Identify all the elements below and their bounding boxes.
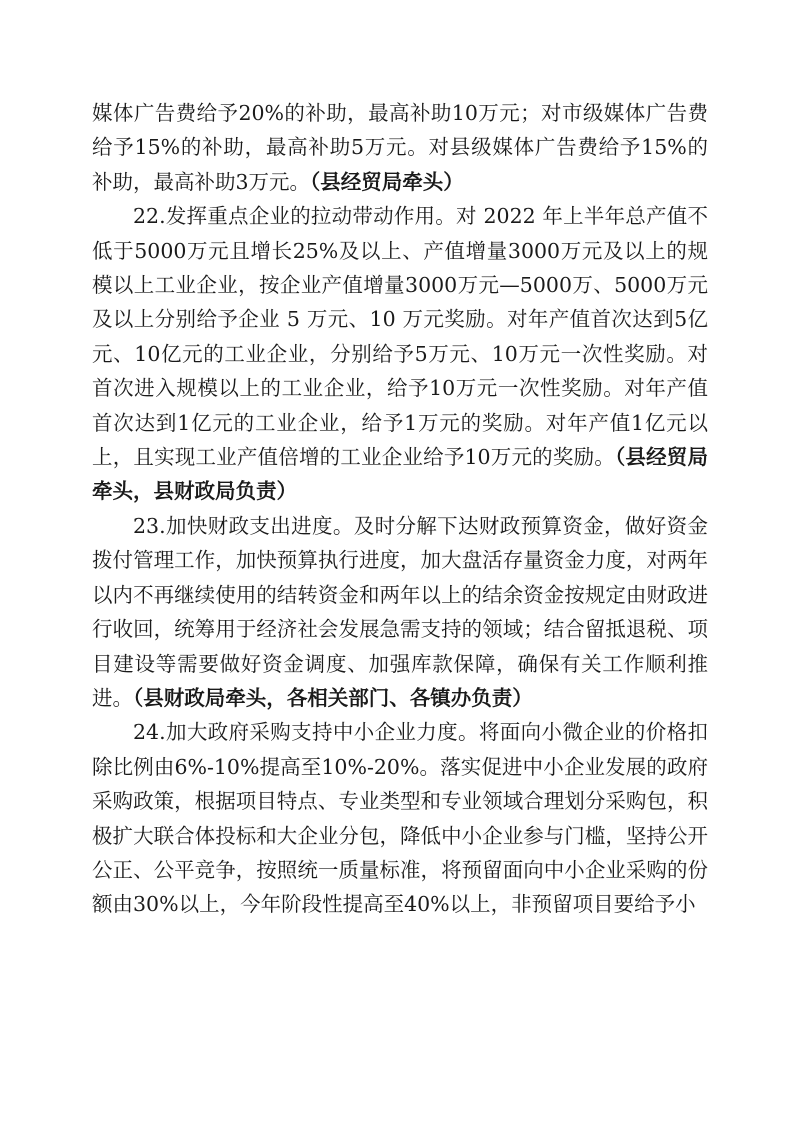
document-page <box>92 96 708 922</box>
paragraph-body: 将面向小微企业的价格扣除比例由6%-10%提高至10%-20%。落实促进中小企业发展的政府采购政策，根据项目特点、专业类型和专业领域合理划分采购包，积极扩大联合体投标和大企业分包，降低中小企业参与门槛，坚持公开公正、公平竞争，按照统一质量标准，将预留面向中小企业采购的份额由30%以上，今年阶段性提高至40%以上，非预留项目要给予小 <box>92 720 709 917</box>
paragraph-item-22 <box>92 199 708 509</box>
paragraph-media-subsidy <box>92 96 708 199</box>
responsible-department: （县财政局牵头，各相关部门、各镇办负责） <box>133 685 533 710</box>
paragraph-lead: 22.发挥重点企业的拉动带动作用。 <box>133 204 457 229</box>
paragraph-lead: 24.加大政府采购支持中小企业力度。 <box>133 720 479 745</box>
responsible-department: （县经贸局牵头，县财政局负责） <box>92 445 708 504</box>
paragraph-item-24 <box>92 715 708 921</box>
paragraph-body: 对 2022 年上半年总产值不低于5000万元且增长25%及以上、产值增量3000万元及以上的规模以上工业企业，按企业产值增量3000万元—5000万、5000万元及以上分别给予企业 5 万元、10 万元奖励。对年产值首次达到5亿元、10亿元的工业企业，分别给予5万元、10万元一次性奖励。对首次进入规模以上的工业企业，给予10万元一次性奖励。对年产值首次达到1亿元的工业企业，给予1万元的奖励。对年产值1亿元以上，且实现工业产值倍增的工业企业给予10万元的奖励。 <box>92 204 708 470</box>
paragraph-body: 媒体广告费给予20%的补助，最高补助10万元；对市级媒体广告费给予15%的补助，最高补助5万元。对县级媒体广告费给予15%的补助，最高补助3万元。 <box>92 101 708 194</box>
paragraph-item-23 <box>92 509 708 715</box>
paragraph-lead: 23.加快财政支出进度。 <box>133 513 354 538</box>
paragraph-body: 及时分解下达财政预算资金，做好资金拨付管理工作，加快预算执行进度，加大盘活存量资金力度，对两年以内不再继续使用的结转资金和两年以上的结余资金按规定由财政进行收回，统筹用于经济社会发展急需支持的领域；结合留抵退税、项目建设等需要做好资金调度、加强库款保障，确保有关工作顺利推进。 <box>92 513 708 710</box>
responsible-department: （县经贸局牵头） <box>310 169 464 194</box>
